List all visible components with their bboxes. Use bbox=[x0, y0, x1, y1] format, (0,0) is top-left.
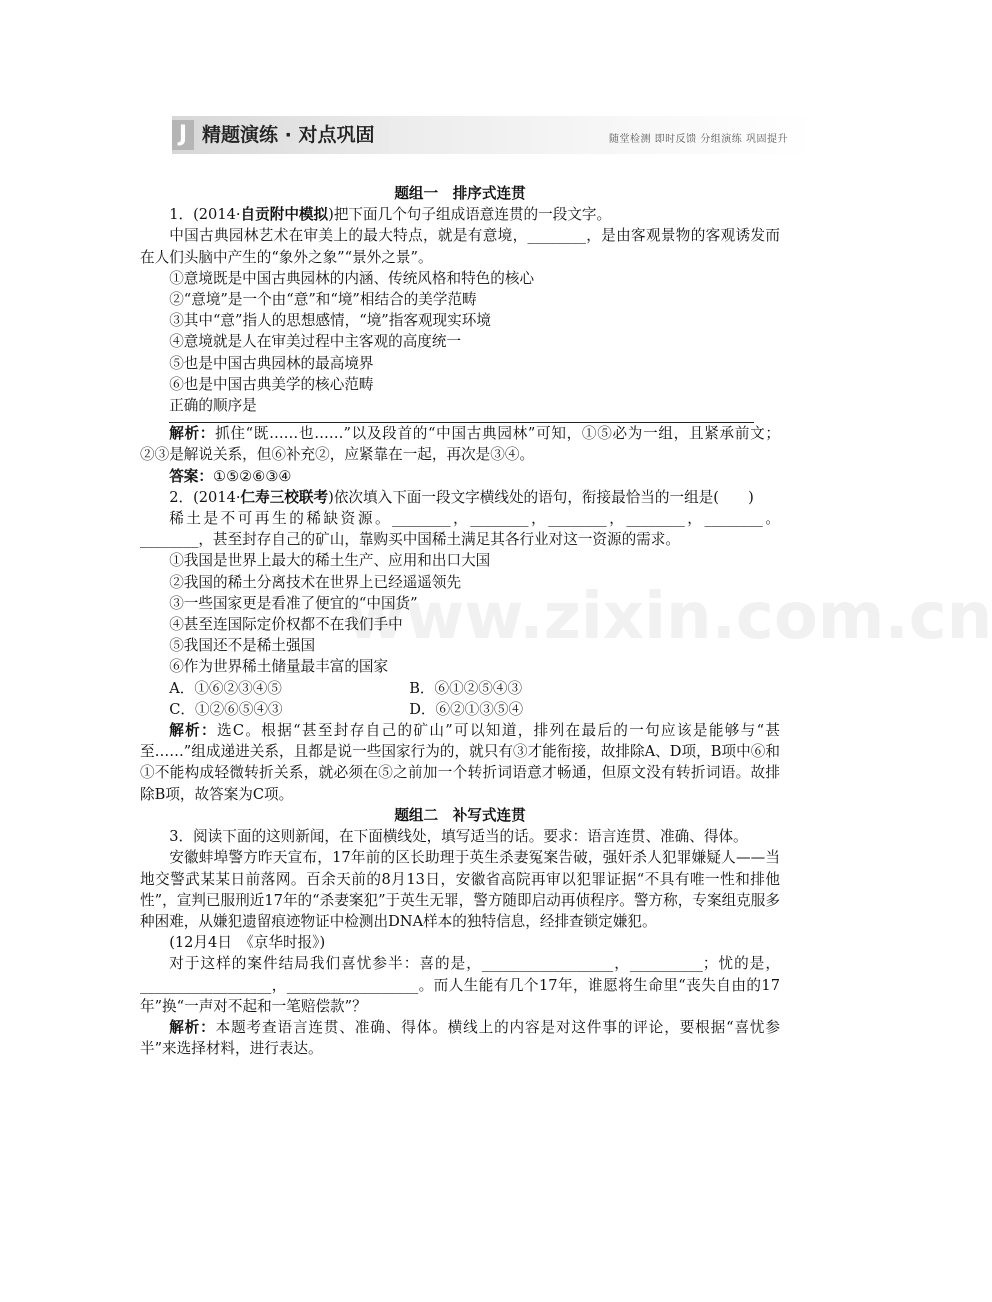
q3-stem: 3．阅读下面的这则新闻，在下面横线处，填写适当的话。要求：语言连贯、准确、得体。 bbox=[169, 828, 748, 846]
q2-item-6: ⑥作为世界稀土储量最丰富的国家 bbox=[169, 658, 389, 676]
q1-item-2: ②“意境”是一个由“意”和“境”相结合的美学范畴 bbox=[169, 291, 477, 309]
q2-stem: 2．(2014·仁寿三校联考)依次填入下面一段文字横线处的语句，衔接最恰当的一组是( ) bbox=[169, 488, 754, 506]
q1-item-6: ⑥也是中国古典美学的核心范畴 bbox=[169, 375, 374, 393]
q3-analysis: 解析：本题考查语言连贯、准确、得体。横线上的内容是对这件事的评论，要根据“喜忧参半”来选择材料，进行表达。 bbox=[140, 1018, 780, 1058]
q2-option-c[interactable]: C．①②⑥⑤④③ bbox=[169, 700, 283, 718]
q2-item-1: ①我国是世界上最大的稀土生产、应用和出口大国 bbox=[169, 552, 491, 570]
group2-heading: 题组二 补写式连贯 bbox=[394, 806, 526, 824]
q2-option-b[interactable]: B．⑥①②⑤④③ bbox=[409, 679, 523, 697]
q3-news: 安徽蚌埠警方昨天宣布，17年前的区长助理于英生杀妻冤案告破，强奸杀人犯罪嫌疑人——当地交警武某某日前落网。百余天前的8月13日，安徽省高院再审以犯罪证据“不具有唯一性和排他性”，宣判已服刑近17年的“杀妻案犯”于英生无罪，警方随即启动再侦程序。警方称，专案组克服多种困难，从嫌犯遗留痕迹物证中检测出DNA样本的独特信息，经排查锁定嫌犯。 bbox=[140, 849, 780, 930]
q2-options-row-2 bbox=[140, 699, 780, 720]
q2-options-row-1 bbox=[140, 678, 780, 699]
section-banner bbox=[172, 116, 814, 154]
group1-heading: 题组一 排序式连贯 bbox=[394, 185, 526, 202]
q1-analysis: 解析：抓住“既……也……”以及段首的“中国古典园林”可知，①⑤必为一组，且紧承前文；②③是解说关系，但⑥补充②，应紧靠在一起，再次是③④。 bbox=[140, 425, 780, 464]
q2-source: 仁寿三校联考 bbox=[240, 488, 329, 506]
q1-item-4: ④意境就是人在审美过程中主客观的高度统一 bbox=[169, 333, 462, 351]
q1-item-3: ③其中“意”指人的思想感情，“境”指客观现实环境 bbox=[169, 312, 491, 330]
q2-option-d[interactable]: D．⑥②①③⑤④ bbox=[409, 700, 524, 718]
q2-item-5: ⑤我国还不是稀土强国 bbox=[169, 637, 316, 655]
q1-item-1: ①意境既是中国古典园林的内涵、传统风格和特色的核心 bbox=[169, 269, 535, 287]
q3-prompt: 对于这样的案件结局我们喜忧参半：喜的是，__________________，__________；忧的是，__________________，__________________。而人生能有几个17年，谁愿将生命里“丧失自由的17年”换“一声对不起和一笔赔偿款”？ bbox=[140, 955, 780, 1015]
q1-order-label: 正确的顺序是 bbox=[169, 397, 257, 415]
q1-item-5: ⑤也是中国古典园林的最高境界 bbox=[169, 354, 374, 372]
q2-item-3: ③一些国家更是看准了便宜的“中国货” bbox=[169, 594, 418, 612]
document-body bbox=[140, 183, 780, 1059]
q3-source: (12月4日 《京华时报》) bbox=[169, 934, 326, 952]
banner-subtitle: 随堂检测 即时反馈 分组演练 巩固提升 bbox=[608, 134, 788, 145]
q1-passage: 中国古典园林艺术在审美上的最大特点，就是有意境，________，是由客观景物的客观诱发而在人们头脑中产生的“象外之象”“景外之景”。 bbox=[140, 227, 780, 266]
q2-item-2: ②我国的稀土分离技术在世界上已经遥遥领先 bbox=[169, 573, 462, 591]
watermark: www.zixin.com.cn bbox=[346, 580, 992, 654]
q2-item-4: ④甚至连国际定价权都不在我们手中 bbox=[169, 616, 403, 634]
q1-answer: 答案：①⑤②⑥③④ bbox=[169, 467, 292, 485]
banner-title: 精题演练 · 对点巩固 bbox=[202, 124, 375, 146]
q2-option-a[interactable]: A．①⑥②③④⑤ bbox=[169, 679, 282, 697]
badge-letter: J bbox=[172, 120, 194, 150]
q1-stem: 1．(2014·自贡附中模拟)把下面几个句子组成语意连贯的一段文字。 bbox=[169, 206, 612, 224]
q2-passage: 稀土是不可再生的稀缺资源。________，________，________，________，________。________，甚至封存自己的矿山，靠购买中国稀土满足其各行业对这一资源的需求。 bbox=[140, 510, 780, 549]
q1-source: 自贡附中模拟 bbox=[240, 206, 329, 224]
q2-analysis: 解析：选C。根据“甚至封存自己的矿山”可以知道，排列在最后的一句应该是能够与“甚至……”组成递进关系，且都是说一些国家行为的，就只有③才能衔接，故排除A、D项，B项中⑥和①不能构成轻微转折关系，就必须在⑤之前加一个转折词语意才畅通，但原文没有转折词语。故排除B项，故答案为C项。 bbox=[140, 722, 780, 803]
